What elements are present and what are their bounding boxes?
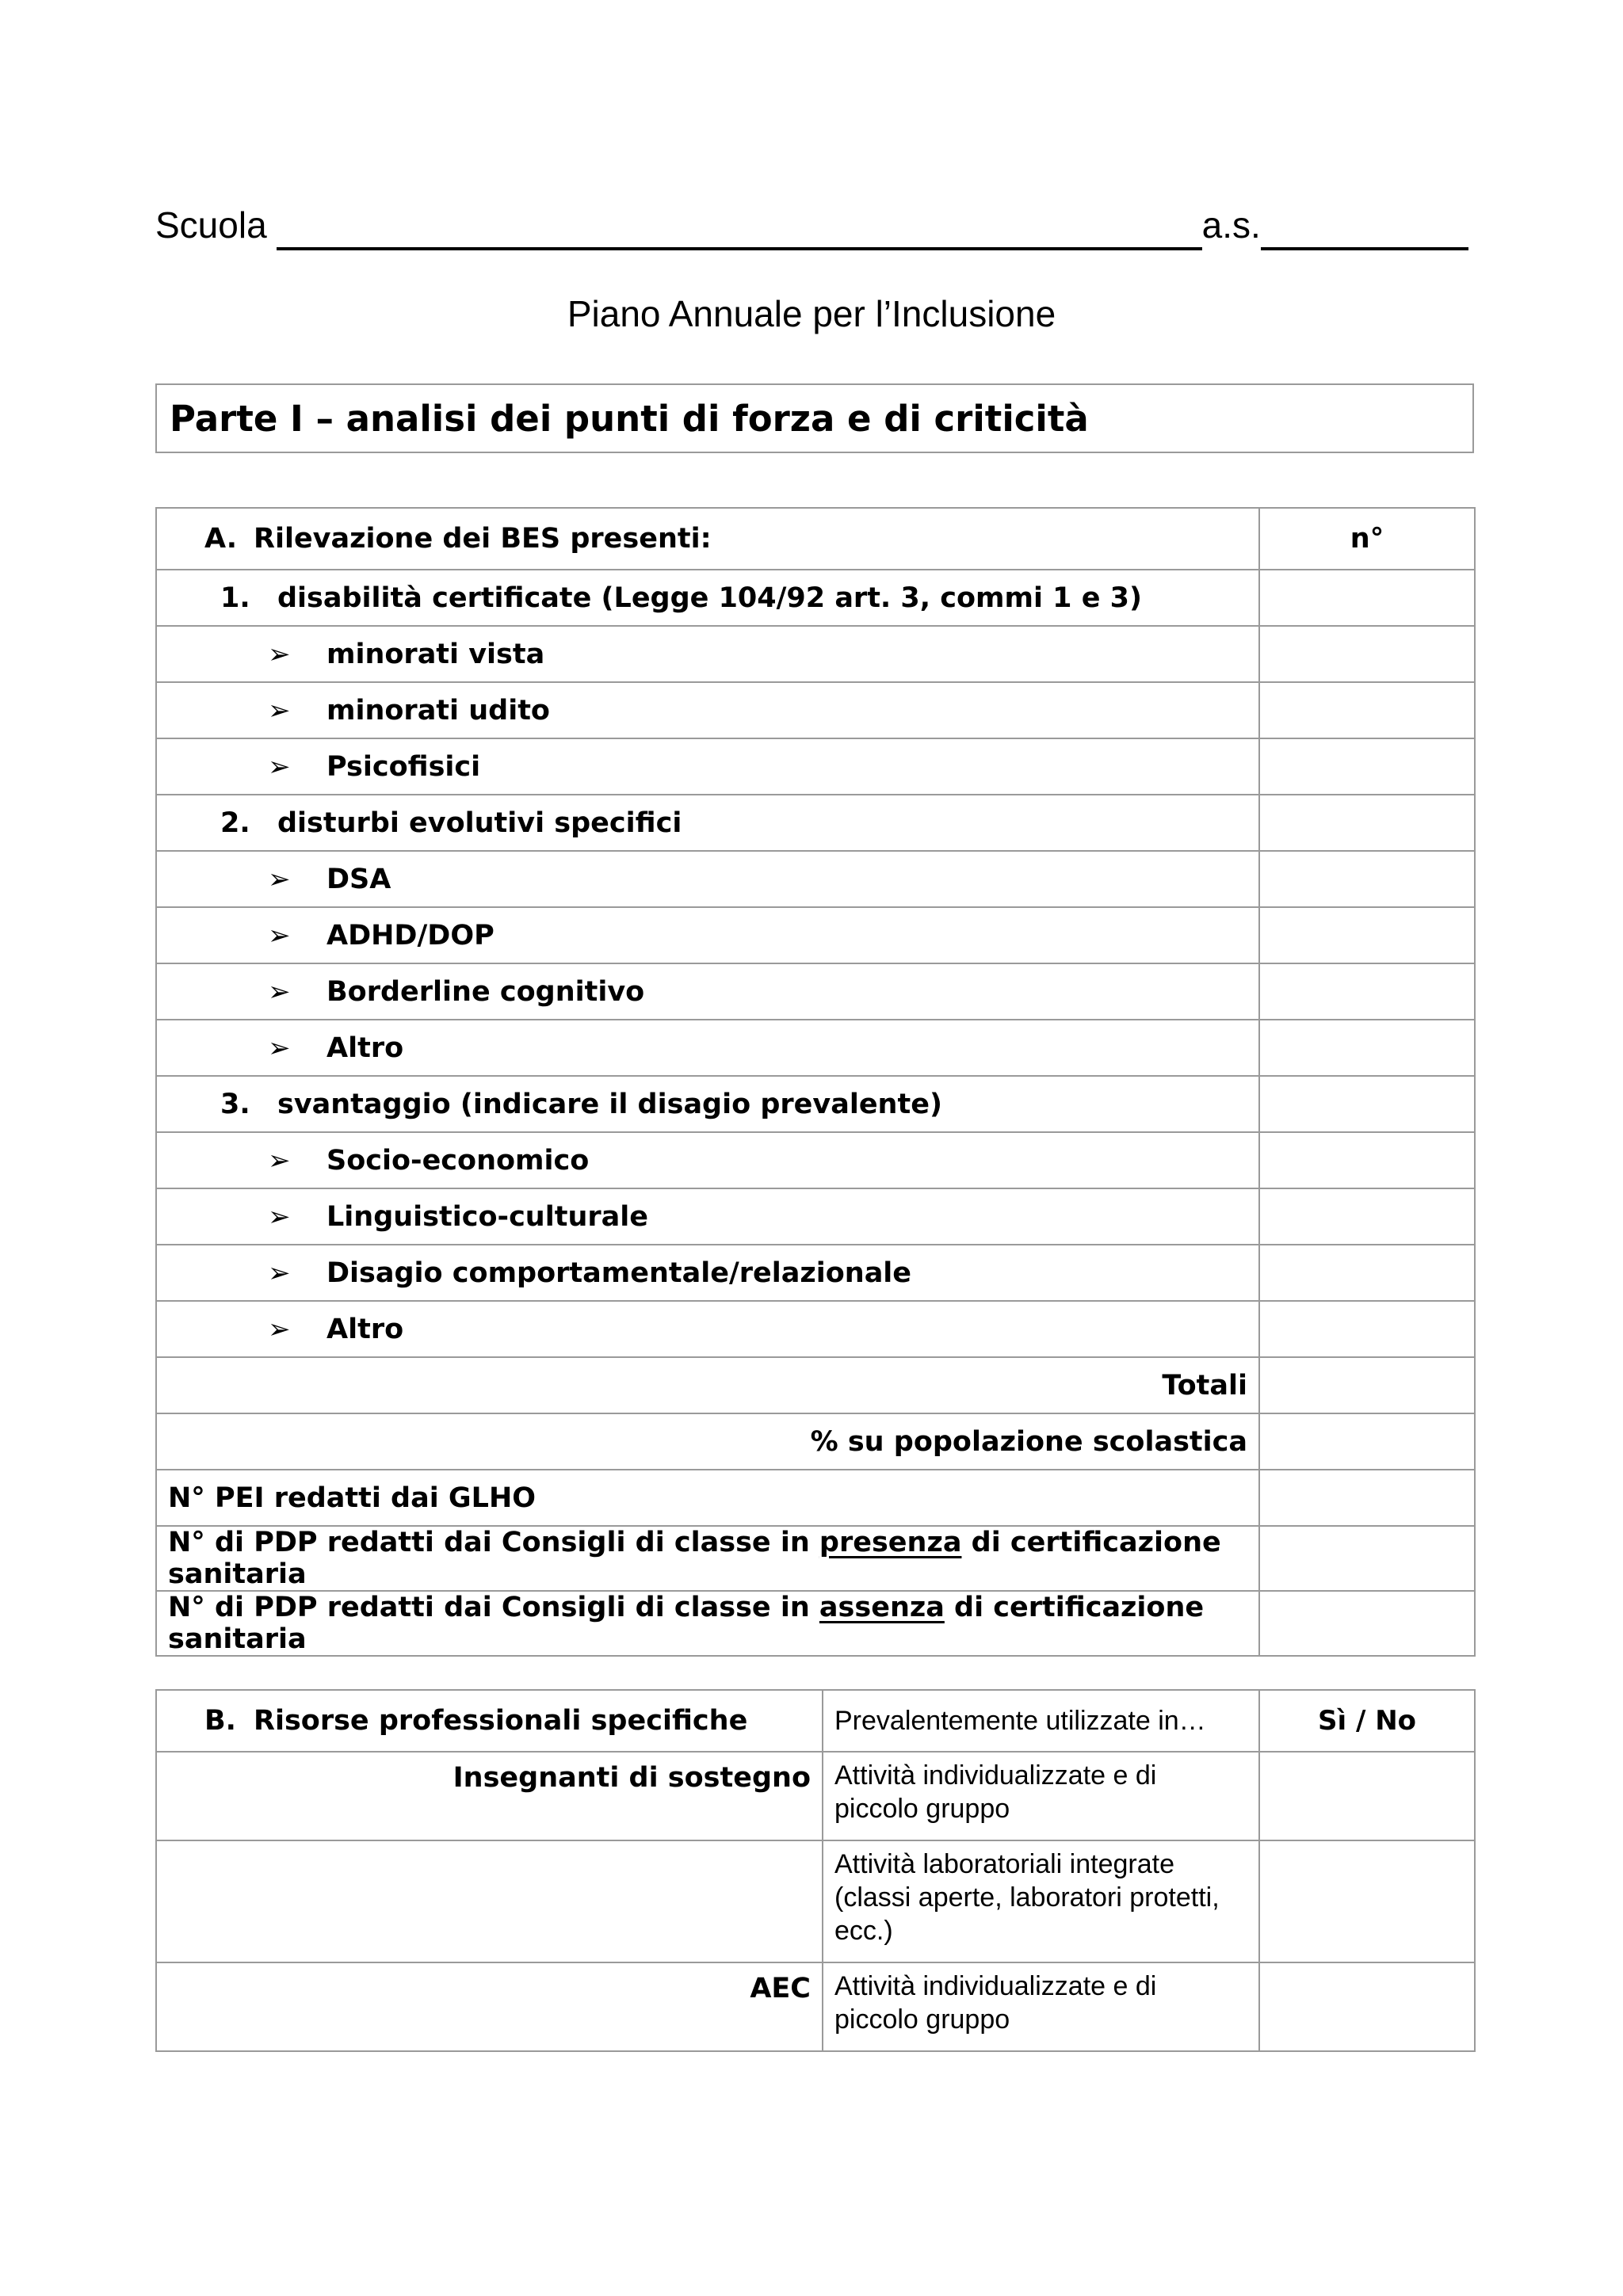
pdp-assenza-row (156, 1591, 1475, 1656)
bes-subitem-cell (156, 1188, 1259, 1245)
bes-subitem-cell (156, 851, 1259, 907)
pdp-presenza-label (156, 1526, 1259, 1591)
year-blank-field[interactable] (1261, 201, 1468, 250)
bes-category-row (156, 1076, 1475, 1132)
arrow-bullet-icon: ➢ (268, 1144, 291, 1177)
subitem-label: Altro (327, 1313, 404, 1345)
bes-category-cell (156, 570, 1259, 626)
percent-row (156, 1413, 1475, 1470)
arrow-bullet-icon: ➢ (268, 919, 291, 952)
bes-subitem-cell (156, 1245, 1259, 1301)
section-b-heading: Risorse professionali specifiche (254, 1705, 748, 1737)
bes-subitem-cell (156, 626, 1259, 682)
bes-subitem-cell (156, 963, 1259, 1020)
arrow-bullet-icon: ➢ (268, 638, 291, 670)
count-input-cell[interactable] (1259, 1132, 1475, 1188)
bes-subitem-row (156, 907, 1475, 963)
count-input-cell[interactable] (1259, 795, 1475, 851)
category-number: 1. (220, 582, 250, 614)
subitem-label: Disagio comportamentale/relazionale (327, 1257, 912, 1289)
subitem-label: DSA (327, 863, 391, 895)
subitem-label: Linguistico-culturale (327, 1200, 648, 1233)
count-input-cell[interactable] (1259, 738, 1475, 795)
bes-subitem-cell (156, 738, 1259, 795)
yes-no-input-cell[interactable] (1259, 1962, 1475, 2051)
resource-label: Insegnanti di sostegno (156, 1752, 823, 1840)
bes-subitem-row (156, 1245, 1475, 1301)
subitem-label: Altro (327, 1032, 404, 1064)
bes-subitem-row (156, 626, 1475, 682)
count-input-cell[interactable] (1259, 1413, 1475, 1470)
count-input-cell[interactable] (1259, 963, 1475, 1020)
yes-no-header: Sì / No (1259, 1690, 1475, 1752)
pdp-text: di certificazione sanitaria (168, 1527, 1221, 1590)
bes-subitem-cell (156, 1301, 1259, 1357)
arrow-bullet-icon: ➢ (268, 1200, 291, 1233)
arrow-bullet-icon: ➢ (268, 1032, 291, 1064)
count-input-cell[interactable] (1259, 1301, 1475, 1357)
subitem-label: minorati udito (327, 694, 550, 727)
category-number: 2. (220, 807, 250, 839)
school-blank-field[interactable] (277, 201, 1202, 250)
totali-label: Totali (156, 1357, 1259, 1413)
count-input-cell[interactable] (1259, 1526, 1475, 1591)
category-label: disabilità certificate (Legge 104/92 art. 3, commi 1 e 3) (277, 582, 1142, 614)
count-input-cell[interactable] (1259, 1020, 1475, 1076)
used-in-header: Prevalentemente utilizzate in… (823, 1690, 1259, 1752)
n-header: n° (1259, 508, 1475, 570)
arrow-bullet-icon: ➢ (268, 863, 291, 895)
section-b-letter: B. (204, 1705, 236, 1737)
bes-subitem-row (156, 963, 1475, 1020)
bes-subitem-row (156, 682, 1475, 738)
document-title: Piano Annuale per l’Inclusione (567, 293, 1056, 334)
subitem-label: Borderline cognitivo (327, 975, 645, 1008)
subitem-label: Psicofisici (327, 750, 481, 783)
section-a-letter: A. (204, 523, 238, 555)
subitem-label: ADHD/DOP (327, 919, 495, 952)
percent-label: % su popolazione scolastica (156, 1413, 1259, 1470)
arrow-bullet-icon: ➢ (268, 1257, 291, 1289)
count-input-cell[interactable] (1259, 1245, 1475, 1301)
section-a-heading: Rilevazione dei BES presenti: (254, 523, 712, 555)
bes-subitem-row (156, 738, 1475, 795)
count-input-cell[interactable] (1259, 1076, 1475, 1132)
bes-subitem-row (156, 1188, 1475, 1245)
bes-subitem-cell (156, 1132, 1259, 1188)
resources-heading-cell (156, 1690, 823, 1752)
bes-subitem-cell (156, 907, 1259, 963)
bes-category-cell (156, 1076, 1259, 1132)
resource-row (156, 1962, 1475, 2051)
resource-activity: Attività individualizzate e di piccolo gruppo (823, 1752, 1259, 1840)
bes-subitem-row (156, 1020, 1475, 1076)
pei-row (156, 1470, 1475, 1526)
pdp-underlined: presenza (819, 1527, 962, 1558)
yes-no-input-cell[interactable] (1259, 1840, 1475, 1962)
pdp-underlined: assenza (819, 1592, 945, 1623)
header-line (155, 195, 1471, 250)
totali-row (156, 1357, 1475, 1413)
resource-row (156, 1840, 1475, 1962)
count-input-cell[interactable] (1259, 682, 1475, 738)
pdp-text: N° di PDP redatti dai Consigli di classe in (168, 1592, 819, 1623)
count-input-cell[interactable] (1259, 851, 1475, 907)
bes-header-row (156, 508, 1475, 570)
resources-header-row (156, 1690, 1475, 1752)
bes-subitem-row (156, 1132, 1475, 1188)
arrow-bullet-icon: ➢ (268, 750, 291, 783)
resources-table (155, 1689, 1476, 2052)
resource-row (156, 1752, 1475, 1840)
bes-subitem-row (156, 851, 1475, 907)
yes-no-input-cell[interactable] (1259, 1752, 1475, 1840)
count-input-cell[interactable] (1259, 626, 1475, 682)
count-input-cell[interactable] (1259, 1470, 1475, 1526)
pdp-assenza-label (156, 1591, 1259, 1656)
school-label: Scuola (155, 204, 267, 246)
arrow-bullet-icon: ➢ (268, 1313, 291, 1345)
part1-title-box (155, 383, 1474, 453)
pdp-presenza-row (156, 1526, 1475, 1591)
arrow-bullet-icon: ➢ (268, 694, 291, 727)
resource-label (156, 1840, 823, 1962)
subitem-label: Socio-economico (327, 1144, 590, 1177)
resource-activity: Attività laboratoriali integrate (classi aperte, laboratori protetti, ecc.) (823, 1840, 1259, 1962)
category-label: disturbi evolutivi specifici (277, 807, 682, 839)
arrow-bullet-icon: ➢ (268, 975, 291, 1008)
bes-category-row (156, 570, 1475, 626)
year-label: a.s. (1201, 204, 1261, 246)
count-input-cell[interactable] (1259, 1188, 1475, 1245)
bes-category-row (156, 795, 1475, 851)
bes-heading-cell (156, 508, 1259, 570)
resource-label: AEC (156, 1962, 823, 2051)
pdp-text: N° di PDP redatti dai Consigli di classe in (168, 1527, 819, 1558)
bes-category-cell (156, 795, 1259, 851)
category-number: 3. (220, 1088, 250, 1120)
count-input-cell[interactable] (1259, 907, 1475, 963)
subitem-label: minorati vista (327, 638, 545, 670)
part1-title: Parte I – analisi dei punti di forza e di criticità (170, 397, 1089, 440)
count-input-cell[interactable] (1259, 1357, 1475, 1413)
bes-subitem-cell (156, 682, 1259, 738)
bes-table (155, 507, 1476, 1657)
category-label: svantaggio (indicare il disagio prevalente) (277, 1088, 942, 1120)
pdp-text: di certificazione sanitaria (168, 1592, 1205, 1655)
count-input-cell[interactable] (1259, 570, 1475, 626)
count-input-cell[interactable] (1259, 1591, 1475, 1656)
pei-label: N° PEI redatti dai GLHO (156, 1470, 1259, 1526)
bes-subitem-cell (156, 1020, 1259, 1076)
resource-activity: Attività individualizzate e di piccolo gruppo (823, 1962, 1259, 2051)
bes-subitem-row (156, 1301, 1475, 1357)
